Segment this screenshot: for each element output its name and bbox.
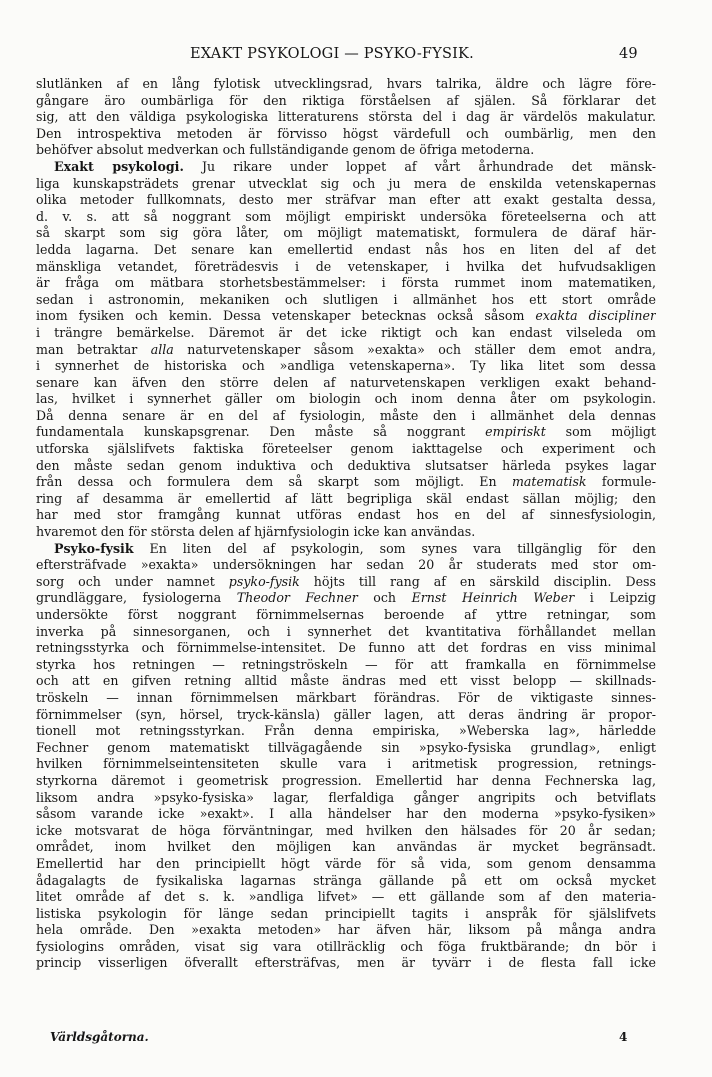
- text-segment: retningsstyrka och förnimmelse-intensitet. De funno att det fordras en viss minimal: [36, 640, 656, 656]
- text-line: [36, 723, 656, 740]
- text-line: [36, 225, 656, 242]
- text-line: [36, 707, 656, 724]
- text-line: [36, 856, 656, 873]
- text-segment: grundläggare, fysiologerna: [36, 590, 237, 606]
- text-segment: las, hvilket i synnerhet gäller om biologin och inom denna åter om psykologin.: [36, 391, 656, 407]
- text-segment: gångare äro oumbärliga för den riktiga förståelsen af själen. Så förklarar det: [36, 92, 656, 108]
- text-segment: Ju rikare under loppet af vårt århundrade det mänsk-: [183, 158, 656, 174]
- text-segment: sorg och under namnet: [36, 573, 229, 589]
- text-line: [36, 673, 656, 690]
- text-segment: och: [357, 590, 412, 606]
- text-segment: tröskeln — innan förnimmelsen märkbart förändras. För de viktigaste sinnes-: [36, 689, 656, 705]
- running-title: EXAKT PSYKOLOGI — PSYKO-FYSIK.: [190, 46, 474, 62]
- text-segment: styrka hos retningen — retningströskeln — för att framkalla en förnimmelse: [36, 656, 656, 672]
- text-line: [36, 259, 656, 276]
- footer-signature: Världsgåtorna.: [50, 1030, 149, 1044]
- text-line: [36, 93, 656, 110]
- emphasis-text: exakta discipliner: [535, 308, 656, 324]
- text-segment: Den introspektiva metoden är förvisso högst värdefull och oumbärlig, men den: [36, 125, 656, 141]
- text-line: [36, 76, 656, 93]
- text-segment: undersökte först noggrant förnimmelsernas beroende af yttre retningar, som: [36, 607, 656, 622]
- section-heading: Exakt psykologi.: [54, 158, 184, 174]
- text-segment: tionell mot retningsstyrkan. Från denna empiriska, »Weberska lag», härledde: [36, 723, 656, 739]
- text-segment: Fechner genom matematiskt tillvägagående sin »psyko-fysiska grundlag», enligt: [36, 739, 656, 755]
- text-line: [36, 408, 656, 425]
- text-line: [36, 209, 656, 226]
- text-segment: höjts till rang af en särskild disciplin. Dess: [299, 573, 656, 589]
- text-line: [36, 873, 656, 890]
- text-line: [36, 325, 656, 342]
- text-line: [36, 391, 656, 408]
- text-segment: olika metoder fullkomnats, desto mer sträfvar man efter att exakt gestalta dessa,: [36, 192, 656, 208]
- text-line: [36, 375, 656, 392]
- text-segment: är fråga om mätbara storhetsbestämmelser: i första rummet inom matematiken,: [36, 275, 656, 291]
- text-segment: sedan i astronomin, mekaniken och slutligen i allmänhet hos ett stort område: [36, 291, 656, 307]
- emphasis-text: empiriskt: [485, 424, 546, 440]
- body-text: [36, 76, 656, 972]
- text-line: [36, 491, 656, 508]
- text-segment: förnimmelser (syn, hörsel, tryck-känsla) gäller lagen, att deras ändring är propor-: [36, 706, 656, 722]
- page-footer: [50, 1030, 640, 1048]
- text-segment: området, inom hvilket den möjligen kan användas är mycket begränsadt.: [36, 839, 656, 855]
- text-segment: från dessa och formulera dem så skarpt som möjligt. En: [36, 474, 512, 490]
- text-segment: inverka på sinnesorganen, och i synnerhet det kvantitativa förhållandet mellan: [36, 623, 656, 639]
- text-segment: litet område af det s. k. »andliga lifvet» — ett gällande som af den materia-: [36, 889, 656, 905]
- text-segment: hvilken förnimmelseintensiteten skulle vara i aritmetisk progression, retnings-: [36, 756, 656, 772]
- text-segment: inom fysiken och kemin. Dessa vetenskaper betecknas också såsom: [36, 308, 536, 324]
- text-line: [36, 192, 656, 209]
- text-segment: slutlänken af en lång fylotisk utvecklingsrad, hvars talrika, äldre och lägre före-: [36, 76, 656, 91]
- text-line: [36, 839, 656, 856]
- text-segment: liga kunskapsträdets grenar utvecklat sig och ju mera de enskilda vetenskapernas: [36, 175, 656, 191]
- text-segment: princip visserligen öfverallt eftersträfvas, men är tyvärr i de flesta fall icke: [36, 955, 656, 971]
- text-line: [36, 142, 656, 159]
- page-number: 49: [619, 46, 638, 62]
- text-segment: och att en gifven retning alltid måste ändras med ett visst belopp — skillnads-: [36, 673, 656, 689]
- text-line: [36, 690, 656, 707]
- emphasis-text: psyko-fysik: [228, 573, 300, 589]
- section-heading: Psyko-fysik: [54, 540, 134, 556]
- text-line: [36, 275, 656, 292]
- text-line: [36, 640, 656, 657]
- text-segment: Emellertid har den principiellt högt värde för så vida, som genom densamma: [36, 855, 656, 871]
- text-line: [36, 458, 656, 475]
- text-line: [36, 308, 656, 325]
- text-line: [36, 474, 656, 491]
- text-line: [36, 889, 656, 906]
- text-segment: Då denna senare är en del af fysiologin, måste den i allmänhet dela dennas: [36, 407, 656, 423]
- text-segment: den måste sedan genom induktiva och deduktiva slutsatser härleda psykes lagar: [36, 457, 656, 473]
- text-line: [36, 823, 656, 840]
- text-segment: En liten del af psykologin, som synes vara tillgänglig för den: [133, 540, 656, 556]
- text-segment: mänskliga vetandet, företrädesvis i de vetenskaper, i hvilka det hufvudsakligen: [36, 258, 656, 274]
- text-segment: listiska psykologin för länge sedan principiellt tagits i anspråk för själslifvets: [36, 905, 656, 921]
- text-segment: ring af desamma är emellertid af lätt begripliga skäl endast sällan möjlig; den: [36, 490, 656, 506]
- text-segment: senare kan äfven den större delen af naturvetenskapen verkligen exakt behand-: [36, 374, 656, 390]
- text-line: [36, 109, 656, 126]
- text-segment: styrkorna däremot i geometrisk progression. Emellertid har denna Fechnerska lag,: [36, 772, 656, 788]
- text-segment: hela område. Den »exakta metoden» har äfven här, liksom på många andra: [36, 922, 656, 938]
- text-line: [36, 790, 656, 807]
- text-line: [36, 242, 656, 259]
- text-segment: sig, att den väldiga psykologiska litteraturens största del i dag är värdelös makulatur.: [36, 109, 656, 125]
- text-segment: såsom varande icke »exakt». I alla händelser har den moderna »psyko-fysiken»: [36, 806, 656, 822]
- text-line: [36, 939, 656, 956]
- text-segment: fysiologins områden, visat sig vara otillräcklig och föga fruktbärande; dn bör i: [36, 938, 656, 954]
- text-line: [36, 590, 656, 607]
- text-segment: som möjligt: [545, 424, 656, 440]
- text-segment: icke motsvarat de höga förväntningar, med hvilken den hälsades för 20 år sedan;: [36, 822, 656, 838]
- text-line: [36, 176, 656, 193]
- text-line: [36, 126, 656, 143]
- emphasis-text: Theodor Fechner: [236, 590, 358, 606]
- text-line: [36, 424, 656, 441]
- emphasis-text: Ernst Heinrich Weber: [411, 590, 575, 606]
- text-segment: i trängre bemärkelse. Däremot är det icke riktigt och kan endast vilseleda om: [36, 324, 656, 340]
- text-segment: liksom andra »psyko-fysiska» lagar, flerfaldiga gånger angripits och betviflats: [36, 789, 656, 805]
- text-segment: fundamentala kunskapsgrenar. Den måste så noggrant: [36, 424, 486, 440]
- text-line: [36, 607, 656, 624]
- text-segment: så skarpt som sig göra låter, om möjligt matematiskt, formulera de däraf här-: [36, 225, 656, 241]
- emphasis-text: alla: [150, 341, 174, 357]
- text-line: [36, 292, 656, 309]
- text-segment: formule-: [586, 474, 656, 490]
- text-segment: d. v. s. att så noggrant som möjligt empiriskt undersöka företeelserna och att: [36, 208, 656, 224]
- text-line: [36, 756, 656, 773]
- text-line: [36, 541, 656, 558]
- text-segment: ådagalagts de fysikaliska lagarnas stränga gällande på ett om också mycket: [36, 872, 656, 888]
- text-line: [36, 806, 656, 823]
- text-line: [36, 342, 656, 359]
- text-segment: naturvetenskaper såsom »exakta» och ställer dem emot andra,: [173, 341, 656, 357]
- text-segment: i Leipzig: [574, 590, 656, 606]
- text-line: [36, 740, 656, 757]
- text-segment: utforska själslifvets faktiska företeelser genom iakttagelse och experiment och: [36, 441, 656, 457]
- emphasis-text: matematisk: [511, 474, 587, 490]
- text-segment: ledda lagarna. Det senare kan emellertid endast nås hos en liten del af det: [36, 241, 656, 257]
- text-line: [36, 624, 656, 641]
- text-line: [36, 657, 656, 674]
- text-segment: hvaremot den för största delen af hjärnfysiologin icke kan användas.: [36, 524, 476, 540]
- text-line: [36, 574, 656, 591]
- text-line: [36, 524, 656, 541]
- text-line: [36, 557, 656, 574]
- text-segment: i synnerhet de historiska och »andliga vetenskaperna». Ty lika litet som dessa: [36, 358, 656, 374]
- text-segment: eftersträfvade »exakta» undersökningen har sedan 20 år studerats med stor om-: [36, 557, 656, 573]
- text-line: [36, 773, 656, 790]
- text-line: [36, 955, 656, 972]
- text-segment: man betraktar: [36, 341, 151, 357]
- text-line: [36, 159, 656, 176]
- text-line: [36, 441, 656, 458]
- sheet-number: 4: [619, 1030, 628, 1044]
- text-line: [36, 922, 656, 939]
- text-line: [36, 906, 656, 923]
- page-header: [0, 46, 712, 68]
- text-line: [36, 507, 656, 524]
- text-segment: behöfver absolut medverkan och fullständigande genom de öfriga metoderna.: [36, 142, 535, 158]
- text-line: [36, 358, 656, 375]
- text-segment: har med stor framgång kunnat utföras endast hos en del af sinnesfysiologin,: [36, 507, 656, 523]
